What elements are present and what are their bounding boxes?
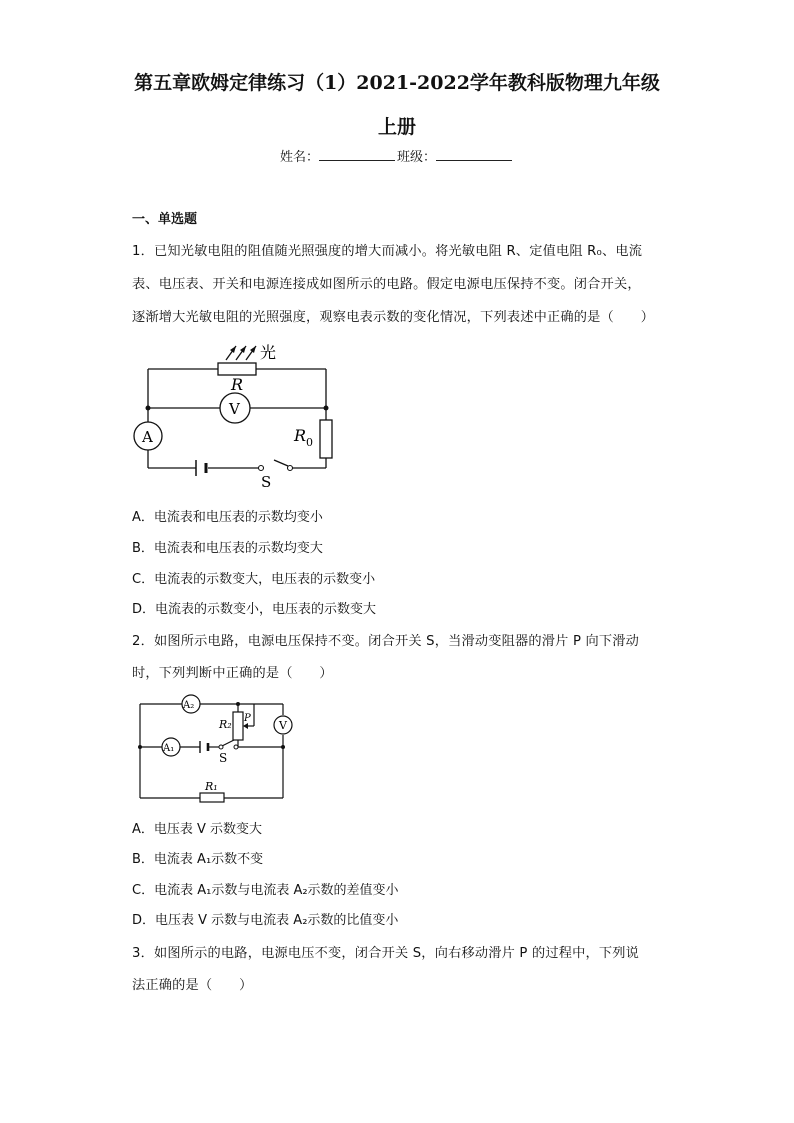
- ammeter-label: A: [142, 428, 153, 446]
- r0-subscript: 0: [306, 436, 313, 449]
- q2-text-line: 2．如图所示电路，电源电压保持不变。闭合开关 S，当滑动变阻器的滑片 P 向下滑动: [132, 634, 640, 649]
- doc-title-line2: 上册: [377, 116, 416, 138]
- switch-label: S: [219, 751, 228, 765]
- r0-resistor-symbol: [320, 420, 332, 458]
- q1-option-a[interactable]: A．电流表和电压表的示数均变小: [132, 510, 323, 525]
- class-label: 班级：: [397, 150, 437, 165]
- p-label: P: [244, 713, 251, 724]
- q1-text-line: 表、电压表、开关和电源连接成如图所示的电路。假定电源电压保持不变。闭合开关，: [132, 277, 641, 292]
- a2-label: A₂: [183, 700, 195, 711]
- section-title: 一、单选题: [132, 212, 198, 227]
- q1-text-line: 逐渐增大光敏电阻的光照强度，观察电表示数的变化情况，下列表述中正确的是（ ）: [132, 310, 655, 325]
- q2-option-b[interactable]: B．电流表 A₁示数不变: [132, 852, 264, 867]
- voltmeter-label: V: [229, 400, 240, 418]
- switch-label: S: [261, 473, 272, 491]
- r-label: R: [231, 375, 244, 394]
- voltmeter-label: V: [279, 719, 287, 732]
- class-blank: [436, 148, 512, 161]
- q2-option-d[interactable]: D．电压表 V 示数与电流表 A₂示数的比值变小: [132, 913, 399, 928]
- light-label: 光: [260, 343, 277, 362]
- q1-option-b[interactable]: B．电流表和电压表的示数均变大: [132, 541, 323, 556]
- name-label: 姓名：: [279, 150, 319, 165]
- q2-option-c[interactable]: C．电流表 A₁示数与电流表 A₂示数的差值变小: [132, 883, 399, 898]
- name-blank: [319, 148, 395, 161]
- r1-label: R₁: [205, 780, 218, 793]
- q2-text-line: 时，下列判断中正确的是（ ）: [132, 666, 333, 681]
- q3-text-line: 法正确的是（ ）: [132, 978, 253, 993]
- photoresistor-symbol: [218, 363, 256, 375]
- student-info: [0, 146, 794, 165]
- r0-label: R: [294, 426, 307, 445]
- q1-option-c[interactable]: C．电流表的示数变大，电压表的示数变小: [132, 572, 376, 587]
- q1-option-d[interactable]: D．电流表的示数变小，电压表的示数变大: [132, 602, 377, 617]
- q1-text-line: 1．已知光敏电阻的阻值随光照强度的增大而减小。将光敏电阻 R、定值电阻 R₀、电流: [132, 244, 643, 259]
- doc-title-line1: 第五章欧姆定律练习（1）2021-2022学年教科版物理九年级: [134, 72, 660, 94]
- r1-resistor-symbol: [200, 793, 224, 802]
- r2-label: R₂: [219, 718, 232, 731]
- r2-rheostat-symbol: [233, 712, 243, 740]
- q2-circuit-diagram: [130, 690, 300, 806]
- q2-option-a[interactable]: A．电压表 V 示数变大: [132, 822, 263, 837]
- q3-text-line: 3．如图所示的电路，电源电压不变，闭合开关 S，向右移动滑片 P 的过程中，下列说: [132, 946, 640, 961]
- q1-circuit-diagram: [128, 338, 348, 494]
- a1-label: A₁: [163, 743, 175, 754]
